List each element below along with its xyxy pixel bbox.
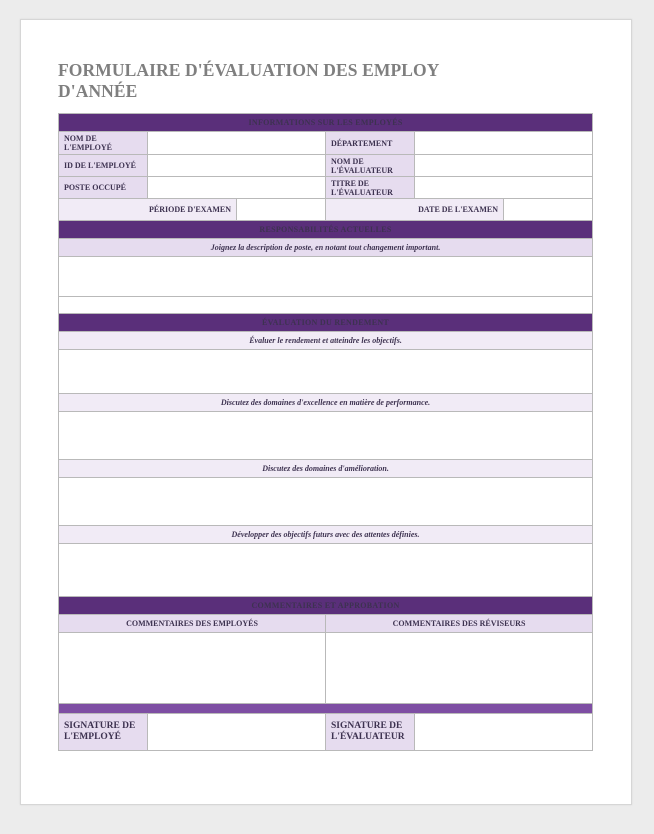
excellence-body-row xyxy=(59,412,593,460)
responsibilities-field[interactable] xyxy=(59,257,593,297)
department-field[interactable] xyxy=(415,132,593,155)
reviewer-title-label: TITRE DE L'ÉVALUATEUR xyxy=(326,177,415,199)
responsibilities-header-row xyxy=(59,221,593,239)
reviewer-comments-field[interactable] xyxy=(326,633,593,704)
signature-row xyxy=(59,714,593,751)
review-date-label: DATE DE L'EXAMEN xyxy=(326,199,504,221)
excellence-prompt-row xyxy=(59,394,593,412)
reviewer-comments-label: COMMENTAIRES DES RÉVISEURS xyxy=(326,615,593,633)
performance-header: ÉVALUATION DU RENDEMENT xyxy=(59,314,593,332)
performance-prompt: Évaluer le rendement et atteindre les objectifs. xyxy=(59,332,593,350)
position-label: POSTE OCCUPÉ xyxy=(59,177,148,199)
responsibilities-body-row xyxy=(59,257,593,297)
employee-name-field[interactable] xyxy=(148,132,326,155)
reviewer-signature-field[interactable] xyxy=(415,714,593,751)
spacer xyxy=(59,297,593,314)
employee-info-header: INFORMATIONS SUR LES EMPLOYÉS xyxy=(59,114,593,132)
responsibilities-instruction: Joignez la description de poste, en notant tout changement important. xyxy=(59,239,593,257)
performance-field[interactable] xyxy=(59,350,593,394)
accent-bar-row xyxy=(59,704,593,714)
improvement-prompt-row xyxy=(59,460,593,478)
reviewer-name-label: NOM DE L'ÉVALUATEUR xyxy=(326,155,415,177)
improvement-prompt: Discutez des domaines d'amélioration. xyxy=(59,460,593,478)
goals-prompt-row xyxy=(59,526,593,544)
document-page xyxy=(20,19,632,805)
responsibilities-header: RESPONSABILITÉS ACTUELLES xyxy=(59,221,593,239)
comments-header: COMMENTAIRES ET APPROBATION xyxy=(59,597,593,615)
evaluation-form-table xyxy=(58,113,593,751)
form-title: FORMULAIRE D'ÉVALUATION DES EMPLOY D'ANNÉE xyxy=(58,60,439,101)
goals-field[interactable] xyxy=(59,544,593,597)
comments-header-row xyxy=(59,597,593,615)
department-label: DÉPARTEMENT xyxy=(326,132,415,155)
info-row-1 xyxy=(59,132,593,155)
reviewer-name-field[interactable] xyxy=(415,155,593,177)
employee-info-header-row xyxy=(59,114,593,132)
excellence-prompt: Discutez des domaines d'excellence en matière de performance. xyxy=(59,394,593,412)
review-period-field[interactable] xyxy=(237,199,326,221)
goals-prompt: Développer des objectifs futurs avec des attentes définies. xyxy=(59,526,593,544)
employee-name-label: NOM DE L'EMPLOYÉ xyxy=(59,132,148,155)
comments-body-row xyxy=(59,633,593,704)
info-row-4 xyxy=(59,199,593,221)
reviewer-signature-label: SIGNATURE DE L'ÉVALUATEUR xyxy=(326,714,415,751)
employee-id-field[interactable] xyxy=(148,155,326,177)
info-row-3 xyxy=(59,177,593,199)
comments-column-row xyxy=(59,615,593,633)
employee-id-label: ID DE L'EMPLOYÉ xyxy=(59,155,148,177)
review-period-label: PÉRIODE D'EXAMEN xyxy=(59,199,237,221)
responsibilities-instruction-row xyxy=(59,239,593,257)
info-row-2 xyxy=(59,155,593,177)
spacer-row xyxy=(59,297,593,314)
review-date-field[interactable] xyxy=(504,199,593,221)
performance-body-row xyxy=(59,350,593,394)
employee-signature-label: SIGNATURE DE L'EMPLOYÉ xyxy=(59,714,148,751)
improvement-field[interactable] xyxy=(59,478,593,526)
performance-header-row xyxy=(59,314,593,332)
employee-comments-label: COMMENTAIRES DES EMPLOYÉS xyxy=(59,615,326,633)
goals-body-row xyxy=(59,544,593,597)
employee-signature-field[interactable] xyxy=(148,714,326,751)
employee-comments-field[interactable] xyxy=(59,633,326,704)
accent-bar xyxy=(59,704,593,714)
excellence-field[interactable] xyxy=(59,412,593,460)
position-field[interactable] xyxy=(148,177,326,199)
improvement-body-row xyxy=(59,478,593,526)
reviewer-title-field[interactable] xyxy=(415,177,593,199)
performance-prompt-row xyxy=(59,332,593,350)
